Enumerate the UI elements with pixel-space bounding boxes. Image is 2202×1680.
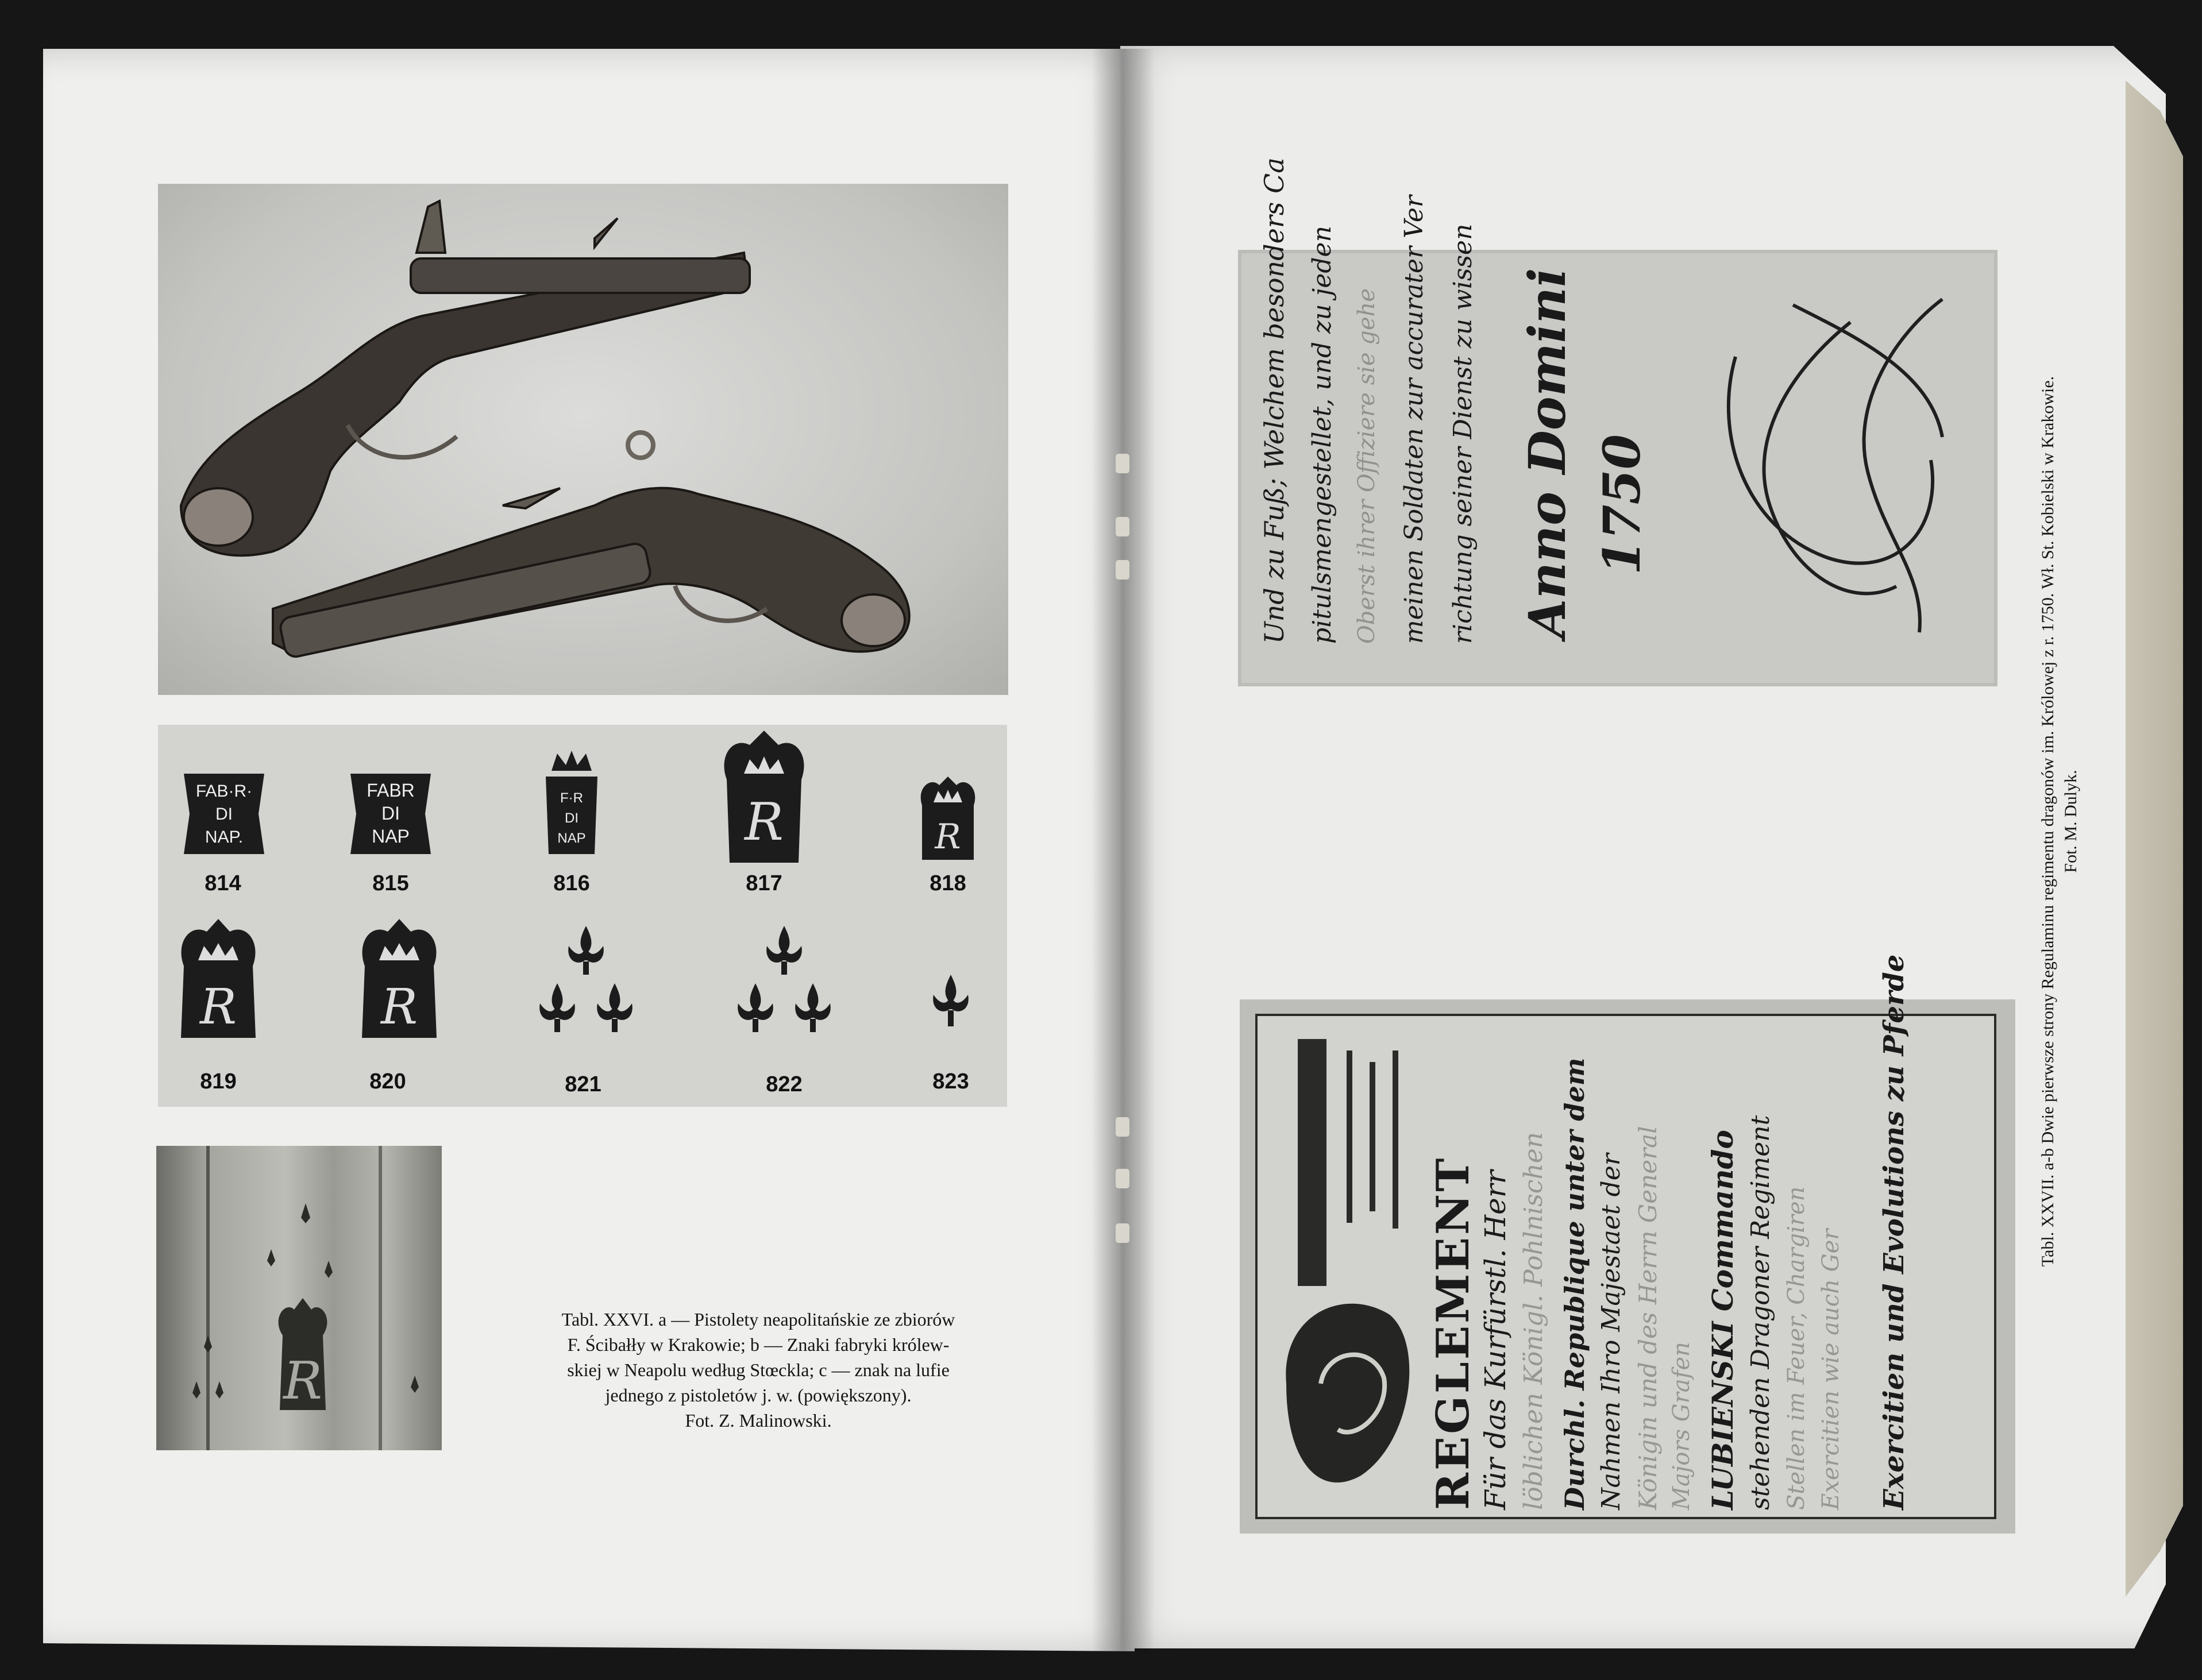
title-line: LUBIENSKI Commando [1706,1130,1740,1510]
mark-819 [175,914,261,1041]
mark-816 [537,745,606,860]
title-faded-line: Stellen im Feuer, Chargiren [1783,1186,1810,1510]
factory-marks-plate [158,725,1007,1107]
mark-817 [718,725,810,866]
mark-legend: NAP. [205,828,244,847]
year-1750: 1750 [1592,434,1652,575]
pistols-photo [158,184,1008,695]
regulation-page-a [1238,157,1997,686]
binding-stitch [1116,1117,1129,1137]
manuscript-line: richtung seiner Dienst zu wissen [1448,223,1478,644]
mark-number: 815 [372,871,409,895]
binding-stitch [1116,560,1129,580]
mark-legend: DI [565,810,579,826]
title-line: stehenden Dragoner Regiment [1746,1115,1775,1510]
regulation-page-b [1255,954,1996,1519]
mark-822 [732,920,836,1041]
title-line: Durchl. Republique unter dem [1559,1057,1590,1510]
reglement-title: REGLEMENT [1427,1156,1479,1510]
title-faded-line: Königin und des Herrn General [1634,1126,1662,1510]
mark-legend: DI [381,803,400,824]
barrel-mark-photo [156,1146,442,1450]
mark-815 [345,762,437,860]
title-line: Für das Kurfürstl. Herr [1479,1170,1512,1510]
lower-pistol [273,432,909,659]
title-faded-line: löblichen Königl. Pohlnischen [1519,1131,1548,1510]
mark-820 [356,914,442,1041]
mark-818 [916,774,979,863]
manuscript-line: meinen Soldaten zur accurater Ver [1399,195,1429,644]
binding-stitch [1116,454,1129,473]
mark-legend: F·R [560,790,583,806]
decorated-initial [1275,1039,1424,1499]
manuscript-line: Und zu Fuß; Welchem besonders Ca [1259,157,1290,644]
caption-line: Tabl. XXVI. a — Pistolety neapolitańskie ze zbiorów [561,1309,955,1330]
manuscript-faded-line: Oberst ihrer Offiziere sie gehe [1353,288,1380,644]
page-block-edge [2126,80,2183,1597]
mark-legend: NAP [557,831,586,846]
caption-credit: Fot. Z. Malinowski. [685,1410,832,1431]
mark-number: 822 [766,1072,803,1096]
title-faded-line: Majors Grafen [1668,1342,1695,1510]
manuscript-line: pitulsmengestellet, und zu jeden [1308,226,1337,644]
mark-legend: R [935,817,961,857]
plate-xxvi-caption [460,1307,1057,1433]
binding-stitch [1116,1223,1129,1243]
mark-823 [928,972,974,1035]
mark-814 [178,762,270,860]
mark-821 [534,920,638,1041]
title-faded-line: Exercitien wie auch Ger [1818,1229,1844,1510]
mark-legend: R [200,979,237,1036]
caption-credit: Fot. M. Dulyk. [2061,770,2080,873]
anno-domini: Anno Domini [1517,268,1577,638]
mark-legend: FABR [367,780,415,801]
caption-line: Tabl. XXVII. a-b Dwie pierwsze strony Regulaminu regimentu dragonów im. Królowej z r. 1750. Wł. St. Kobielski w Krakowie. [2038,376,2057,1267]
mark-number: 819 [200,1069,237,1094]
mark-number: 817 [746,871,782,895]
mark-legend: FAB·R· [195,782,253,801]
mark-number: 821 [565,1072,601,1096]
mark-number: 814 [205,871,241,895]
title-line: Exercitien und Evolutions zu Pferde [1878,954,1910,1510]
barrel-mark-illustration [156,1146,442,1450]
calligraphic-flourish [1678,288,1977,655]
title-line: Nahmen Ihro Majestaet der [1596,1153,1626,1510]
mark-number: 823 [932,1069,969,1094]
mark-number: 820 [369,1069,406,1094]
mark-legend: R [745,792,784,852]
caption-line: jednego z pistoletów j. w. (powiększony). [605,1385,912,1405]
mark-legend: R [381,979,418,1036]
mark-legend: DI [215,805,233,824]
mark-number: 816 [553,871,590,895]
svg-text:R: R [283,1351,322,1411]
plate-xxvii-caption [2037,161,2083,1482]
mark-legend: NAP [372,826,410,847]
caption-line: F. Ścibałły w Krakowie; b — Znaki fabryki królew- [567,1334,950,1355]
spine-gutter [1092,49,1155,1651]
pistols-illustration [158,184,1008,695]
mark-number: 818 [930,871,966,895]
caption-line: skiej w Neapolu według Stœckla; c — znak na lufie [567,1360,950,1380]
binding-stitch [1116,517,1129,536]
binding-stitch [1116,1169,1129,1188]
